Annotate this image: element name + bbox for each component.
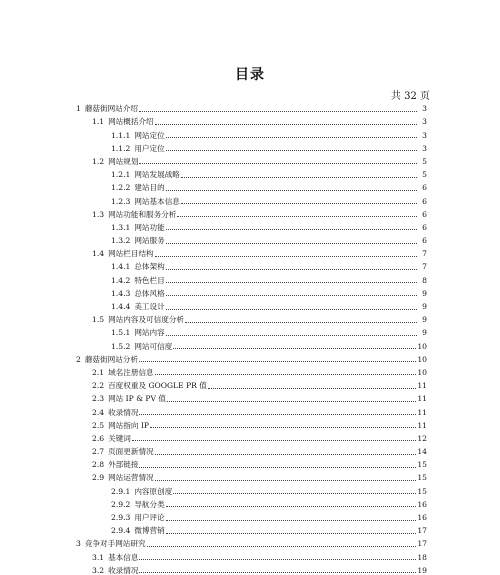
toc-entry-page: 10: [417, 354, 427, 364]
dot-leader: [166, 269, 417, 270]
toc-entry-number: 1.4.2: [111, 275, 131, 285]
toc-entry-number: 2.9.3: [111, 513, 131, 522]
toc-entry-label: 网站发展战略: [134, 170, 180, 180]
page-title: 目录: [235, 67, 265, 83]
toc-entry-label: 总体风格: [134, 288, 165, 298]
toc-entry-label: 网站服务: [134, 236, 165, 246]
toc-entry-page: 3: [422, 117, 427, 127]
dot-leader: [150, 427, 416, 428]
toc-entry[interactable]: [72, 285, 427, 298]
toc-entry-number: 1.2: [92, 156, 105, 166]
toc-entry-label: 网站概括介绍: [108, 117, 154, 127]
dot-leader: [208, 388, 416, 389]
toc-entry-number: 1.1.2: [111, 143, 131, 153]
toc-entry-page: 18: [417, 552, 427, 562]
dot-leader: [155, 374, 417, 375]
toc-entry[interactable]: [72, 206, 427, 219]
toc-entry-number: 2: [76, 354, 81, 364]
dot-leader: [139, 111, 417, 112]
toc-entry[interactable]: [72, 166, 427, 179]
dot-leader: [166, 137, 417, 138]
toc-entry-page: 19: [417, 565, 427, 575]
toc-entry[interactable]: [72, 417, 427, 430]
toc-entry[interactable]: [72, 351, 427, 364]
toc-entry-number: 2.7: [92, 447, 105, 457]
dot-leader: [139, 559, 416, 560]
toc-entry-page: 15: [417, 486, 427, 496]
dot-leader: [181, 203, 417, 204]
toc-entry-number: 3.1: [92, 552, 105, 562]
toc-entry-label: 百度权重及 GOOGLE PR 值: [108, 381, 207, 391]
toc-entry-page: 5: [422, 170, 427, 180]
toc-entry-label: 建站目的: [134, 183, 165, 193]
dot-leader: [166, 243, 417, 244]
toc-entry-number: 1.2.2: [111, 183, 131, 193]
dot-leader: [139, 572, 416, 573]
dot-leader: [139, 467, 416, 468]
toc-entry[interactable]: [72, 113, 427, 126]
toc-entry-label: 网站指向 IP: [108, 420, 149, 430]
toc-entry-number: 2.6: [92, 433, 105, 443]
toc-entry[interactable]: [72, 337, 427, 350]
toc-entry-label: 总体架构: [134, 262, 165, 272]
dot-leader: [155, 480, 417, 481]
dot-leader: [177, 216, 417, 217]
toc-entry-label: 基本信息: [108, 552, 139, 562]
toc-entry[interactable]: [72, 311, 427, 324]
toc-entry-page: 15: [417, 473, 427, 483]
toc-entry[interactable]: [72, 192, 427, 205]
toc-entry-label: 网站可信度: [134, 341, 173, 351]
toc-entry-number: 2.9.4: [111, 526, 131, 536]
toc-entry[interactable]: [72, 153, 427, 166]
toc-entry[interactable]: [72, 324, 427, 337]
toc-entry-page: 9: [422, 328, 427, 338]
toc-entry-number: 1.4.4: [111, 302, 131, 311]
dot-leader: [166, 282, 417, 283]
toc-entry-label: 网站基本信息: [134, 196, 180, 206]
toc-entry[interactable]: [72, 271, 427, 284]
toc-entry-label: 内容原创度: [134, 486, 173, 496]
toc-entry-label: 收录情况: [108, 565, 139, 575]
toc-entry-number: 1.3.2: [111, 236, 131, 246]
toc-entry[interactable]: [72, 140, 427, 153]
toc-entry-label: 关键词: [108, 433, 131, 443]
toc-entry-number: 2.2: [92, 381, 105, 391]
dot-leader: [132, 440, 416, 441]
toc-entry-number: 1: [76, 104, 81, 114]
toc-entry-label: 用户定位: [134, 143, 165, 153]
dot-leader: [139, 361, 416, 362]
toc-entry-label: 域名注册信息: [108, 367, 154, 377]
toc-entry-page: 9: [422, 302, 427, 311]
toc-entry-number: 1.3: [92, 209, 105, 219]
dot-leader: [155, 256, 417, 257]
toc-entry-number: 1.2.3: [111, 196, 131, 206]
dot-leader: [139, 414, 416, 415]
dot-leader: [166, 533, 417, 534]
toc-entry[interactable]: [72, 469, 427, 482]
toc-entry-page: 12: [417, 433, 427, 443]
toc-entry[interactable]: [72, 548, 427, 561]
toc-entry[interactable]: [72, 456, 427, 469]
toc-entry-label: 收录情况: [108, 407, 139, 417]
toc-entry[interactable]: [72, 522, 427, 535]
page-count: 共 32 页: [390, 91, 430, 102]
toc-entry-label: 特色栏目: [134, 275, 165, 285]
toc-entry-label: 网站功能和服务分析: [108, 209, 177, 219]
toc-entry-page: 10: [417, 367, 427, 377]
toc-entry-label: 网站栏目结构: [108, 249, 154, 259]
toc-entry-label: 网站定位: [134, 130, 165, 140]
toc-entry-page: 10: [417, 341, 427, 351]
dot-leader: [166, 506, 417, 507]
toc-entry-page: 11: [417, 420, 427, 430]
toc-entry-page: 15: [417, 460, 427, 470]
toc-entry-number: 1.2.1: [111, 170, 131, 180]
toc-entry-number: 2.9.1: [111, 486, 131, 496]
toc-entry-number: 2.4: [92, 407, 105, 417]
toc-entry-number: 1.5.1: [111, 328, 131, 338]
toc-entry[interactable]: [72, 219, 427, 232]
dot-leader: [185, 322, 417, 323]
toc-entry-label: 页面更新情况: [108, 447, 154, 457]
toc-entry[interactable]: [72, 509, 427, 522]
toc-entry-number: 2.1: [92, 367, 105, 377]
dot-leader: [166, 295, 417, 296]
toc-entry-page: 8: [422, 275, 427, 285]
toc-entry-label: 蘑菇街网站分析: [84, 354, 138, 364]
toc-entry-page: 17: [417, 539, 427, 549]
toc-entry-number: 1.1: [92, 117, 105, 127]
toc-entry-page: 9: [422, 288, 427, 298]
toc-entry[interactable]: [72, 403, 427, 416]
toc-entry-page: 11: [417, 394, 427, 404]
toc-entry-number: 1.5: [92, 315, 105, 325]
toc-entry-label: 外部链接: [108, 460, 139, 470]
toc-entry[interactable]: [72, 377, 427, 390]
toc-entry[interactable]: [72, 443, 427, 456]
toc-entry-label: 导航分类: [134, 499, 165, 509]
toc-entry-label: 微博营销: [134, 526, 165, 536]
toc-entry[interactable]: [72, 232, 427, 245]
toc-entry-number: 1.4.1: [111, 262, 131, 272]
toc-entry-page: 6: [422, 183, 427, 193]
toc-entry-number: 2.5: [92, 420, 105, 430]
dot-leader: [173, 348, 416, 349]
toc-entry[interactable]: [72, 482, 427, 495]
toc-entry-page: 9: [422, 315, 427, 325]
toc-entry[interactable]: [72, 430, 427, 443]
toc-entry-page: 6: [422, 222, 427, 232]
toc-entry-number: 2.9.2: [111, 499, 131, 509]
toc-entry-page: 6: [422, 196, 427, 206]
toc-entry-label: 美工设计: [134, 302, 165, 311]
dot-leader: [166, 520, 417, 521]
toc-entry-label: 用户评论: [134, 513, 165, 522]
dot-leader: [173, 493, 416, 494]
table-of-contents: [72, 100, 427, 575]
toc-entry[interactable]: [72, 390, 427, 403]
toc-entry-label: 网站功能: [134, 222, 165, 232]
toc-entry-number: 2.9: [92, 473, 105, 483]
toc-entry-page: 5: [422, 156, 427, 166]
toc-entry-label: 蘑菇街网站介绍: [84, 104, 138, 114]
dot-leader: [181, 177, 417, 178]
dot-leader: [166, 335, 417, 336]
toc-entry-page: 7: [422, 249, 427, 259]
dot-leader: [167, 401, 416, 402]
toc-entry-number: 1.5.2: [111, 341, 131, 351]
toc-entry[interactable]: [72, 126, 427, 139]
toc-entry-page: 7: [422, 262, 427, 272]
toc-entry[interactable]: [72, 100, 427, 113]
toc-entry-page: 16: [417, 499, 427, 509]
dot-leader: [166, 229, 417, 230]
toc-entry-label: 网站运营情况: [108, 473, 154, 483]
dot-leader: [166, 309, 417, 310]
toc-entry[interactable]: [72, 496, 427, 509]
toc-entry-label: 网站规划: [108, 156, 139, 166]
toc-entry[interactable]: [72, 298, 427, 311]
toc-entry-label: 网站 IP & PV 值: [108, 394, 166, 404]
toc-entry[interactable]: [72, 179, 427, 192]
toc-entry[interactable]: [72, 258, 427, 271]
dot-leader: [139, 163, 417, 164]
toc-entry-number: 1.4.3: [111, 288, 131, 298]
toc-entry-page: 3: [422, 143, 427, 153]
toc-entry-page: 16: [417, 513, 427, 522]
toc-entry-page: 17: [417, 526, 427, 536]
toc-entry-label: 网站内容及可信度分析: [108, 315, 185, 325]
toc-entry-number: 2.3: [92, 394, 105, 404]
toc-entry[interactable]: [72, 364, 427, 377]
toc-entry-label: 网站内容: [134, 328, 165, 338]
toc-entry[interactable]: [72, 245, 427, 258]
toc-entry-page: 11: [417, 407, 427, 417]
toc-entry[interactable]: [72, 535, 427, 548]
dot-leader: [147, 546, 417, 547]
toc-entry-number: 3: [76, 539, 81, 549]
dot-leader: [155, 124, 417, 125]
toc-entry-page: 3: [422, 130, 427, 140]
toc-entry-page: 6: [422, 236, 427, 246]
toc-entry-label: 竞争对手网站研究: [84, 539, 146, 549]
toc-entry-number: 1.1.1: [111, 130, 131, 140]
toc-entry-number: 2.8: [92, 460, 105, 470]
toc-entry-number: 1.3.1: [111, 222, 131, 232]
dot-leader: [166, 150, 417, 151]
toc-entry-page: 6: [422, 209, 427, 219]
toc-entry-page: 3: [422, 104, 427, 114]
toc-entry[interactable]: [72, 562, 427, 575]
toc-entry-page: 11: [417, 381, 427, 391]
toc-entry-number: 3.2: [92, 565, 105, 575]
dot-leader: [166, 190, 417, 191]
toc-entry-number: 1.4: [92, 249, 105, 259]
toc-entry-page: 14: [417, 447, 427, 457]
dot-leader: [155, 454, 417, 455]
